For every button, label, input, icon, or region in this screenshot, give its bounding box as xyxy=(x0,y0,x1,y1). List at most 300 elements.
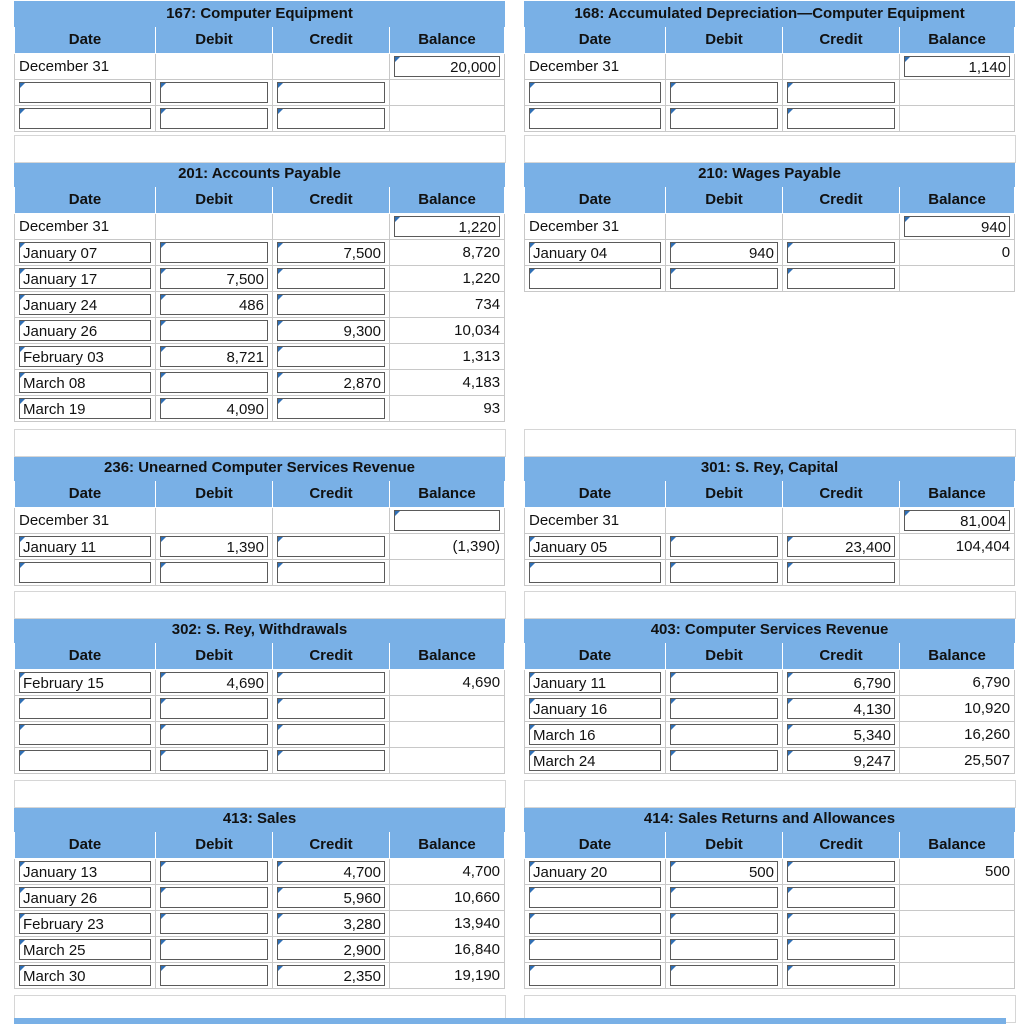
date-input[interactable]: March 25 xyxy=(19,939,151,960)
column-header-debit: Debit xyxy=(156,27,273,54)
credit-cell xyxy=(273,885,390,911)
credit-input[interactable]: 4,700 xyxy=(277,861,385,882)
column-header-date: Date xyxy=(15,643,156,670)
running-balance xyxy=(900,937,1015,963)
section-spacer xyxy=(14,591,506,619)
debit-cell xyxy=(156,292,273,318)
table-row xyxy=(15,54,505,80)
column-header-date: Date xyxy=(525,187,666,214)
date-cell xyxy=(525,722,666,748)
date-input[interactable] xyxy=(529,887,661,908)
opening-balance-input[interactable]: 20,000 xyxy=(394,56,500,77)
debit-cell xyxy=(156,560,273,586)
date-cell xyxy=(15,670,156,696)
debit-cell xyxy=(666,106,783,132)
credit-cell xyxy=(273,106,390,132)
date-input[interactable]: January 24 xyxy=(19,294,151,315)
running-balance: 10,920 xyxy=(900,696,1015,722)
date-input[interactable]: February 15 xyxy=(19,672,151,693)
credit-input[interactable] xyxy=(787,965,895,986)
credit-input[interactable]: 5,960 xyxy=(277,887,385,908)
column-header-credit: Credit xyxy=(273,643,390,670)
date-cell xyxy=(525,670,666,696)
column-header-credit: Credit xyxy=(783,187,900,214)
credit-input[interactable] xyxy=(787,939,895,960)
debit-cell xyxy=(666,80,783,106)
debit-input[interactable]: 1,390 xyxy=(160,536,268,557)
debit-cell xyxy=(156,240,273,266)
table-row xyxy=(525,696,1015,722)
credit-cell xyxy=(783,963,900,989)
credit-cell xyxy=(273,696,390,722)
credit-cell xyxy=(783,911,900,937)
running-balance: 8,720 xyxy=(390,240,505,266)
opening-balance-input[interactable]: 81,004 xyxy=(904,510,1010,531)
debit-input[interactable] xyxy=(670,913,778,934)
date-input[interactable] xyxy=(529,939,661,960)
credit-cell xyxy=(273,396,390,422)
debit-input[interactable] xyxy=(160,965,268,986)
balance-cell xyxy=(900,54,1015,80)
table-row xyxy=(15,240,505,266)
debit-input[interactable] xyxy=(160,82,268,103)
table-row xyxy=(15,859,505,885)
credit-cell xyxy=(783,508,900,534)
debit-input[interactable] xyxy=(670,965,778,986)
debit-input[interactable] xyxy=(160,861,268,882)
column-header-debit: Debit xyxy=(666,643,783,670)
debit-cell xyxy=(156,885,273,911)
date-input[interactable] xyxy=(19,562,151,583)
debit-cell xyxy=(156,106,273,132)
date-input[interactable] xyxy=(19,108,151,129)
date-cell xyxy=(15,534,156,560)
credit-cell xyxy=(273,937,390,963)
credit-cell xyxy=(273,214,390,240)
credit-cell xyxy=(273,318,390,344)
debit-input[interactable] xyxy=(670,698,778,719)
debit-input[interactable] xyxy=(670,268,778,289)
debit-input[interactable] xyxy=(160,698,268,719)
debit-cell xyxy=(156,214,273,240)
column-header-debit: Debit xyxy=(156,187,273,214)
credit-input[interactable]: 9,300 xyxy=(277,320,385,341)
credit-cell xyxy=(273,54,390,80)
opening-date: December 31 xyxy=(525,214,666,240)
credit-cell xyxy=(783,885,900,911)
date-input[interactable]: January 26 xyxy=(19,887,151,908)
credit-cell xyxy=(273,370,390,396)
credit-input[interactable] xyxy=(277,108,385,129)
table-row xyxy=(525,106,1015,132)
credit-cell xyxy=(273,560,390,586)
table-row xyxy=(525,214,1015,240)
running-balance: 16,840 xyxy=(390,937,505,963)
credit-cell xyxy=(783,696,900,722)
balance-cell xyxy=(900,214,1015,240)
debit-cell xyxy=(156,911,273,937)
table-row xyxy=(525,240,1015,266)
date-input[interactable] xyxy=(19,724,151,745)
date-input[interactable]: January 05 xyxy=(529,536,661,557)
column-header-date: Date xyxy=(525,481,666,508)
column-header-credit: Credit xyxy=(273,187,390,214)
column-header-date: Date xyxy=(525,27,666,54)
debit-input[interactable] xyxy=(160,913,268,934)
credit-cell xyxy=(273,670,390,696)
column-header-debit: Debit xyxy=(156,643,273,670)
table-row xyxy=(15,344,505,370)
table-row xyxy=(15,560,505,586)
section-spacer xyxy=(14,780,506,808)
table-row xyxy=(525,911,1015,937)
credit-input[interactable] xyxy=(277,346,385,367)
credit-input[interactable] xyxy=(787,268,895,289)
running-balance: 1,313 xyxy=(390,344,505,370)
date-cell xyxy=(15,292,156,318)
opening-date: December 31 xyxy=(15,508,156,534)
credit-input[interactable]: 6,790 xyxy=(787,672,895,693)
debit-input[interactable] xyxy=(160,108,268,129)
debit-cell xyxy=(666,240,783,266)
running-balance: 10,660 xyxy=(390,885,505,911)
column-header-debit: Debit xyxy=(156,481,273,508)
date-input[interactable]: March 19 xyxy=(19,398,151,419)
debit-cell xyxy=(156,396,273,422)
credit-input[interactable] xyxy=(277,672,385,693)
date-input[interactable]: January 11 xyxy=(529,672,661,693)
date-cell xyxy=(15,885,156,911)
credit-cell xyxy=(273,859,390,885)
date-input[interactable] xyxy=(529,913,661,934)
column-header-date: Date xyxy=(525,643,666,670)
table-row xyxy=(15,696,505,722)
credit-input[interactable]: 4,130 xyxy=(787,698,895,719)
balance-cell xyxy=(390,54,505,80)
opening-balance-input[interactable]: 1,220 xyxy=(394,216,500,237)
credit-input[interactable] xyxy=(787,82,895,103)
running-balance xyxy=(900,80,1015,106)
debit-cell xyxy=(156,266,273,292)
debit-cell xyxy=(666,696,783,722)
date-input[interactable] xyxy=(19,750,151,771)
running-balance xyxy=(900,106,1015,132)
column-header-debit: Debit xyxy=(666,27,783,54)
date-input[interactable] xyxy=(529,965,661,986)
credit-input[interactable]: 9,247 xyxy=(787,750,895,771)
debit-cell xyxy=(156,534,273,560)
credit-input[interactable] xyxy=(277,398,385,419)
credit-input[interactable] xyxy=(277,82,385,103)
debit-cell xyxy=(666,214,783,240)
debit-input[interactable]: 486 xyxy=(160,294,268,315)
balance-cell xyxy=(900,508,1015,534)
column-header-date: Date xyxy=(15,481,156,508)
date-input[interactable]: January 17 xyxy=(19,268,151,289)
debit-input[interactable] xyxy=(670,724,778,745)
credit-cell xyxy=(273,911,390,937)
debit-input[interactable] xyxy=(160,562,268,583)
section-spacer xyxy=(524,780,1016,808)
credit-input[interactable]: 7,500 xyxy=(277,242,385,263)
running-balance: 16,260 xyxy=(900,722,1015,748)
credit-input[interactable] xyxy=(277,268,385,289)
debit-input[interactable] xyxy=(670,887,778,908)
credit-cell xyxy=(273,748,390,774)
debit-cell xyxy=(156,748,273,774)
column-header-date: Date xyxy=(15,27,156,54)
date-cell xyxy=(525,937,666,963)
credit-cell xyxy=(783,266,900,292)
column-header-credit: Credit xyxy=(783,832,900,859)
column-header-debit: Debit xyxy=(666,832,783,859)
next-ledger-header-band xyxy=(14,1018,1006,1024)
table-row xyxy=(15,937,505,963)
running-balance: 6,790 xyxy=(900,670,1015,696)
table-row xyxy=(15,911,505,937)
debit-input[interactable]: 7,500 xyxy=(160,268,268,289)
credit-input[interactable] xyxy=(277,724,385,745)
date-input[interactable] xyxy=(19,82,151,103)
date-input[interactable] xyxy=(19,698,151,719)
debit-cell xyxy=(666,508,783,534)
date-input[interactable]: January 26 xyxy=(19,320,151,341)
date-cell xyxy=(15,748,156,774)
credit-input[interactable] xyxy=(787,861,895,882)
credit-cell xyxy=(783,106,900,132)
opening-balance-input[interactable] xyxy=(394,510,500,531)
column-header-balance: Balance xyxy=(900,27,1015,54)
credit-cell xyxy=(783,80,900,106)
credit-input[interactable]: 23,400 xyxy=(787,536,895,557)
credit-input[interactable] xyxy=(277,562,385,583)
credit-cell xyxy=(273,266,390,292)
debit-cell xyxy=(666,937,783,963)
debit-cell xyxy=(666,911,783,937)
debit-input[interactable] xyxy=(670,536,778,557)
column-header-balance: Balance xyxy=(900,832,1015,859)
table-row xyxy=(525,963,1015,989)
running-balance xyxy=(900,560,1015,586)
column-header-date: Date xyxy=(15,832,156,859)
date-cell xyxy=(15,370,156,396)
debit-input[interactable]: 940 xyxy=(670,242,778,263)
credit-input[interactable] xyxy=(787,913,895,934)
ledger-9 xyxy=(524,806,1014,989)
credit-cell xyxy=(783,240,900,266)
date-input[interactable] xyxy=(529,108,661,129)
credit-input[interactable]: 5,340 xyxy=(787,724,895,745)
credit-cell xyxy=(273,292,390,318)
debit-cell xyxy=(666,722,783,748)
date-cell xyxy=(15,963,156,989)
date-cell xyxy=(525,534,666,560)
date-input[interactable] xyxy=(529,82,661,103)
debit-cell xyxy=(666,534,783,560)
date-cell xyxy=(15,318,156,344)
credit-input[interactable] xyxy=(277,750,385,771)
section-spacer xyxy=(14,429,506,457)
table-row xyxy=(15,396,505,422)
date-input[interactable]: March 16 xyxy=(529,724,661,745)
date-input[interactable]: January 20 xyxy=(529,861,661,882)
running-balance xyxy=(390,560,505,586)
running-balance: 0 xyxy=(900,240,1015,266)
table-row xyxy=(525,722,1015,748)
credit-input[interactable] xyxy=(277,698,385,719)
running-balance: 500 xyxy=(900,859,1015,885)
debit-input[interactable] xyxy=(160,242,268,263)
credit-input[interactable] xyxy=(787,242,895,263)
credit-cell xyxy=(273,508,390,534)
date-input[interactable]: February 23 xyxy=(19,913,151,934)
debit-cell xyxy=(156,696,273,722)
date-cell xyxy=(15,560,156,586)
debit-input[interactable] xyxy=(160,372,268,393)
date-cell xyxy=(525,80,666,106)
opening-balance-input[interactable]: 940 xyxy=(904,216,1010,237)
table-row xyxy=(15,670,505,696)
date-cell xyxy=(525,106,666,132)
column-header-credit: Credit xyxy=(783,481,900,508)
debit-cell xyxy=(156,370,273,396)
credit-input[interactable]: 2,900 xyxy=(277,939,385,960)
debit-cell xyxy=(156,670,273,696)
credit-input[interactable]: 3,280 xyxy=(277,913,385,934)
debit-cell xyxy=(666,266,783,292)
table-row xyxy=(525,54,1015,80)
date-input[interactable]: January 11 xyxy=(19,536,151,557)
date-cell xyxy=(15,266,156,292)
date-cell xyxy=(525,911,666,937)
date-input[interactable] xyxy=(529,268,661,289)
table-row xyxy=(15,963,505,989)
date-cell xyxy=(15,344,156,370)
debit-input[interactable]: 500 xyxy=(670,861,778,882)
debit-input[interactable]: 8,721 xyxy=(160,346,268,367)
running-balance: 19,190 xyxy=(390,963,505,989)
credit-cell xyxy=(783,937,900,963)
column-header-balance: Balance xyxy=(900,643,1015,670)
column-header-balance: Balance xyxy=(390,481,505,508)
debit-cell xyxy=(156,80,273,106)
running-balance xyxy=(390,696,505,722)
date-input[interactable]: March 24 xyxy=(529,750,661,771)
ledger-title: 403: Computer Services Revenue xyxy=(525,618,1015,643)
table-row xyxy=(15,292,505,318)
date-cell xyxy=(15,240,156,266)
date-input[interactable] xyxy=(529,562,661,583)
balance-cell xyxy=(390,214,505,240)
table-row xyxy=(525,937,1015,963)
debit-input[interactable]: 4,090 xyxy=(160,398,268,419)
running-balance xyxy=(390,722,505,748)
column-header-debit: Debit xyxy=(666,481,783,508)
column-header-date: Date xyxy=(15,187,156,214)
debit-cell xyxy=(156,859,273,885)
opening-date: December 31 xyxy=(15,54,156,80)
table-row xyxy=(15,106,505,132)
column-header-balance: Balance xyxy=(900,481,1015,508)
column-header-balance: Balance xyxy=(390,832,505,859)
credit-input[interactable]: 2,870 xyxy=(277,372,385,393)
debit-cell xyxy=(156,318,273,344)
debit-input[interactable] xyxy=(670,939,778,960)
credit-input[interactable] xyxy=(787,562,895,583)
date-input[interactable]: March 30 xyxy=(19,965,151,986)
opening-balance-input[interactable]: 1,140 xyxy=(904,56,1010,77)
ledger-5 xyxy=(524,455,1014,586)
date-cell xyxy=(525,266,666,292)
running-balance: 4,700 xyxy=(390,859,505,885)
credit-cell xyxy=(783,670,900,696)
credit-cell xyxy=(273,80,390,106)
ledger-title: 302: S. Rey, Withdrawals xyxy=(15,618,505,643)
debit-cell xyxy=(666,963,783,989)
credit-input[interactable] xyxy=(277,294,385,315)
debit-input[interactable] xyxy=(160,724,268,745)
ledger-0 xyxy=(14,1,504,132)
debit-input[interactable] xyxy=(160,887,268,908)
credit-input[interactable] xyxy=(787,108,895,129)
credit-input[interactable]: 2,350 xyxy=(277,965,385,986)
opening-date: December 31 xyxy=(525,54,666,80)
date-input[interactable]: January 16 xyxy=(529,698,661,719)
table-row xyxy=(525,508,1015,534)
debit-input[interactable] xyxy=(670,672,778,693)
table-row xyxy=(15,885,505,911)
table-row xyxy=(15,370,505,396)
date-cell xyxy=(525,560,666,586)
credit-input[interactable] xyxy=(277,536,385,557)
debit-cell xyxy=(666,560,783,586)
date-input[interactable]: February 03 xyxy=(19,346,151,367)
running-balance xyxy=(390,106,505,132)
debit-input[interactable] xyxy=(160,750,268,771)
ledger-title: 301: S. Rey, Capital xyxy=(525,456,1015,481)
debit-input[interactable] xyxy=(670,750,778,771)
date-cell xyxy=(15,937,156,963)
debit-input[interactable]: 4,690 xyxy=(160,672,268,693)
credit-cell xyxy=(783,859,900,885)
date-input[interactable]: January 04 xyxy=(529,242,661,263)
credit-cell xyxy=(783,748,900,774)
ledger-title: 413: Sales xyxy=(15,807,505,832)
credit-input[interactable] xyxy=(787,887,895,908)
column-header-date: Date xyxy=(525,832,666,859)
date-input[interactable]: March 08 xyxy=(19,372,151,393)
date-cell xyxy=(525,240,666,266)
debit-input[interactable] xyxy=(160,939,268,960)
opening-date: December 31 xyxy=(525,508,666,534)
table-row xyxy=(15,318,505,344)
date-input[interactable]: January 13 xyxy=(19,861,151,882)
debit-input[interactable] xyxy=(670,562,778,583)
table-row xyxy=(525,266,1015,292)
date-input[interactable]: January 07 xyxy=(19,242,151,263)
credit-cell xyxy=(273,344,390,370)
table-row xyxy=(15,748,505,774)
column-header-balance: Balance xyxy=(900,187,1015,214)
debit-input[interactable] xyxy=(670,82,778,103)
table-row xyxy=(525,885,1015,911)
table-row xyxy=(15,214,505,240)
date-cell xyxy=(15,911,156,937)
debit-input[interactable] xyxy=(670,108,778,129)
debit-cell xyxy=(666,885,783,911)
debit-input[interactable] xyxy=(160,320,268,341)
running-balance xyxy=(900,963,1015,989)
